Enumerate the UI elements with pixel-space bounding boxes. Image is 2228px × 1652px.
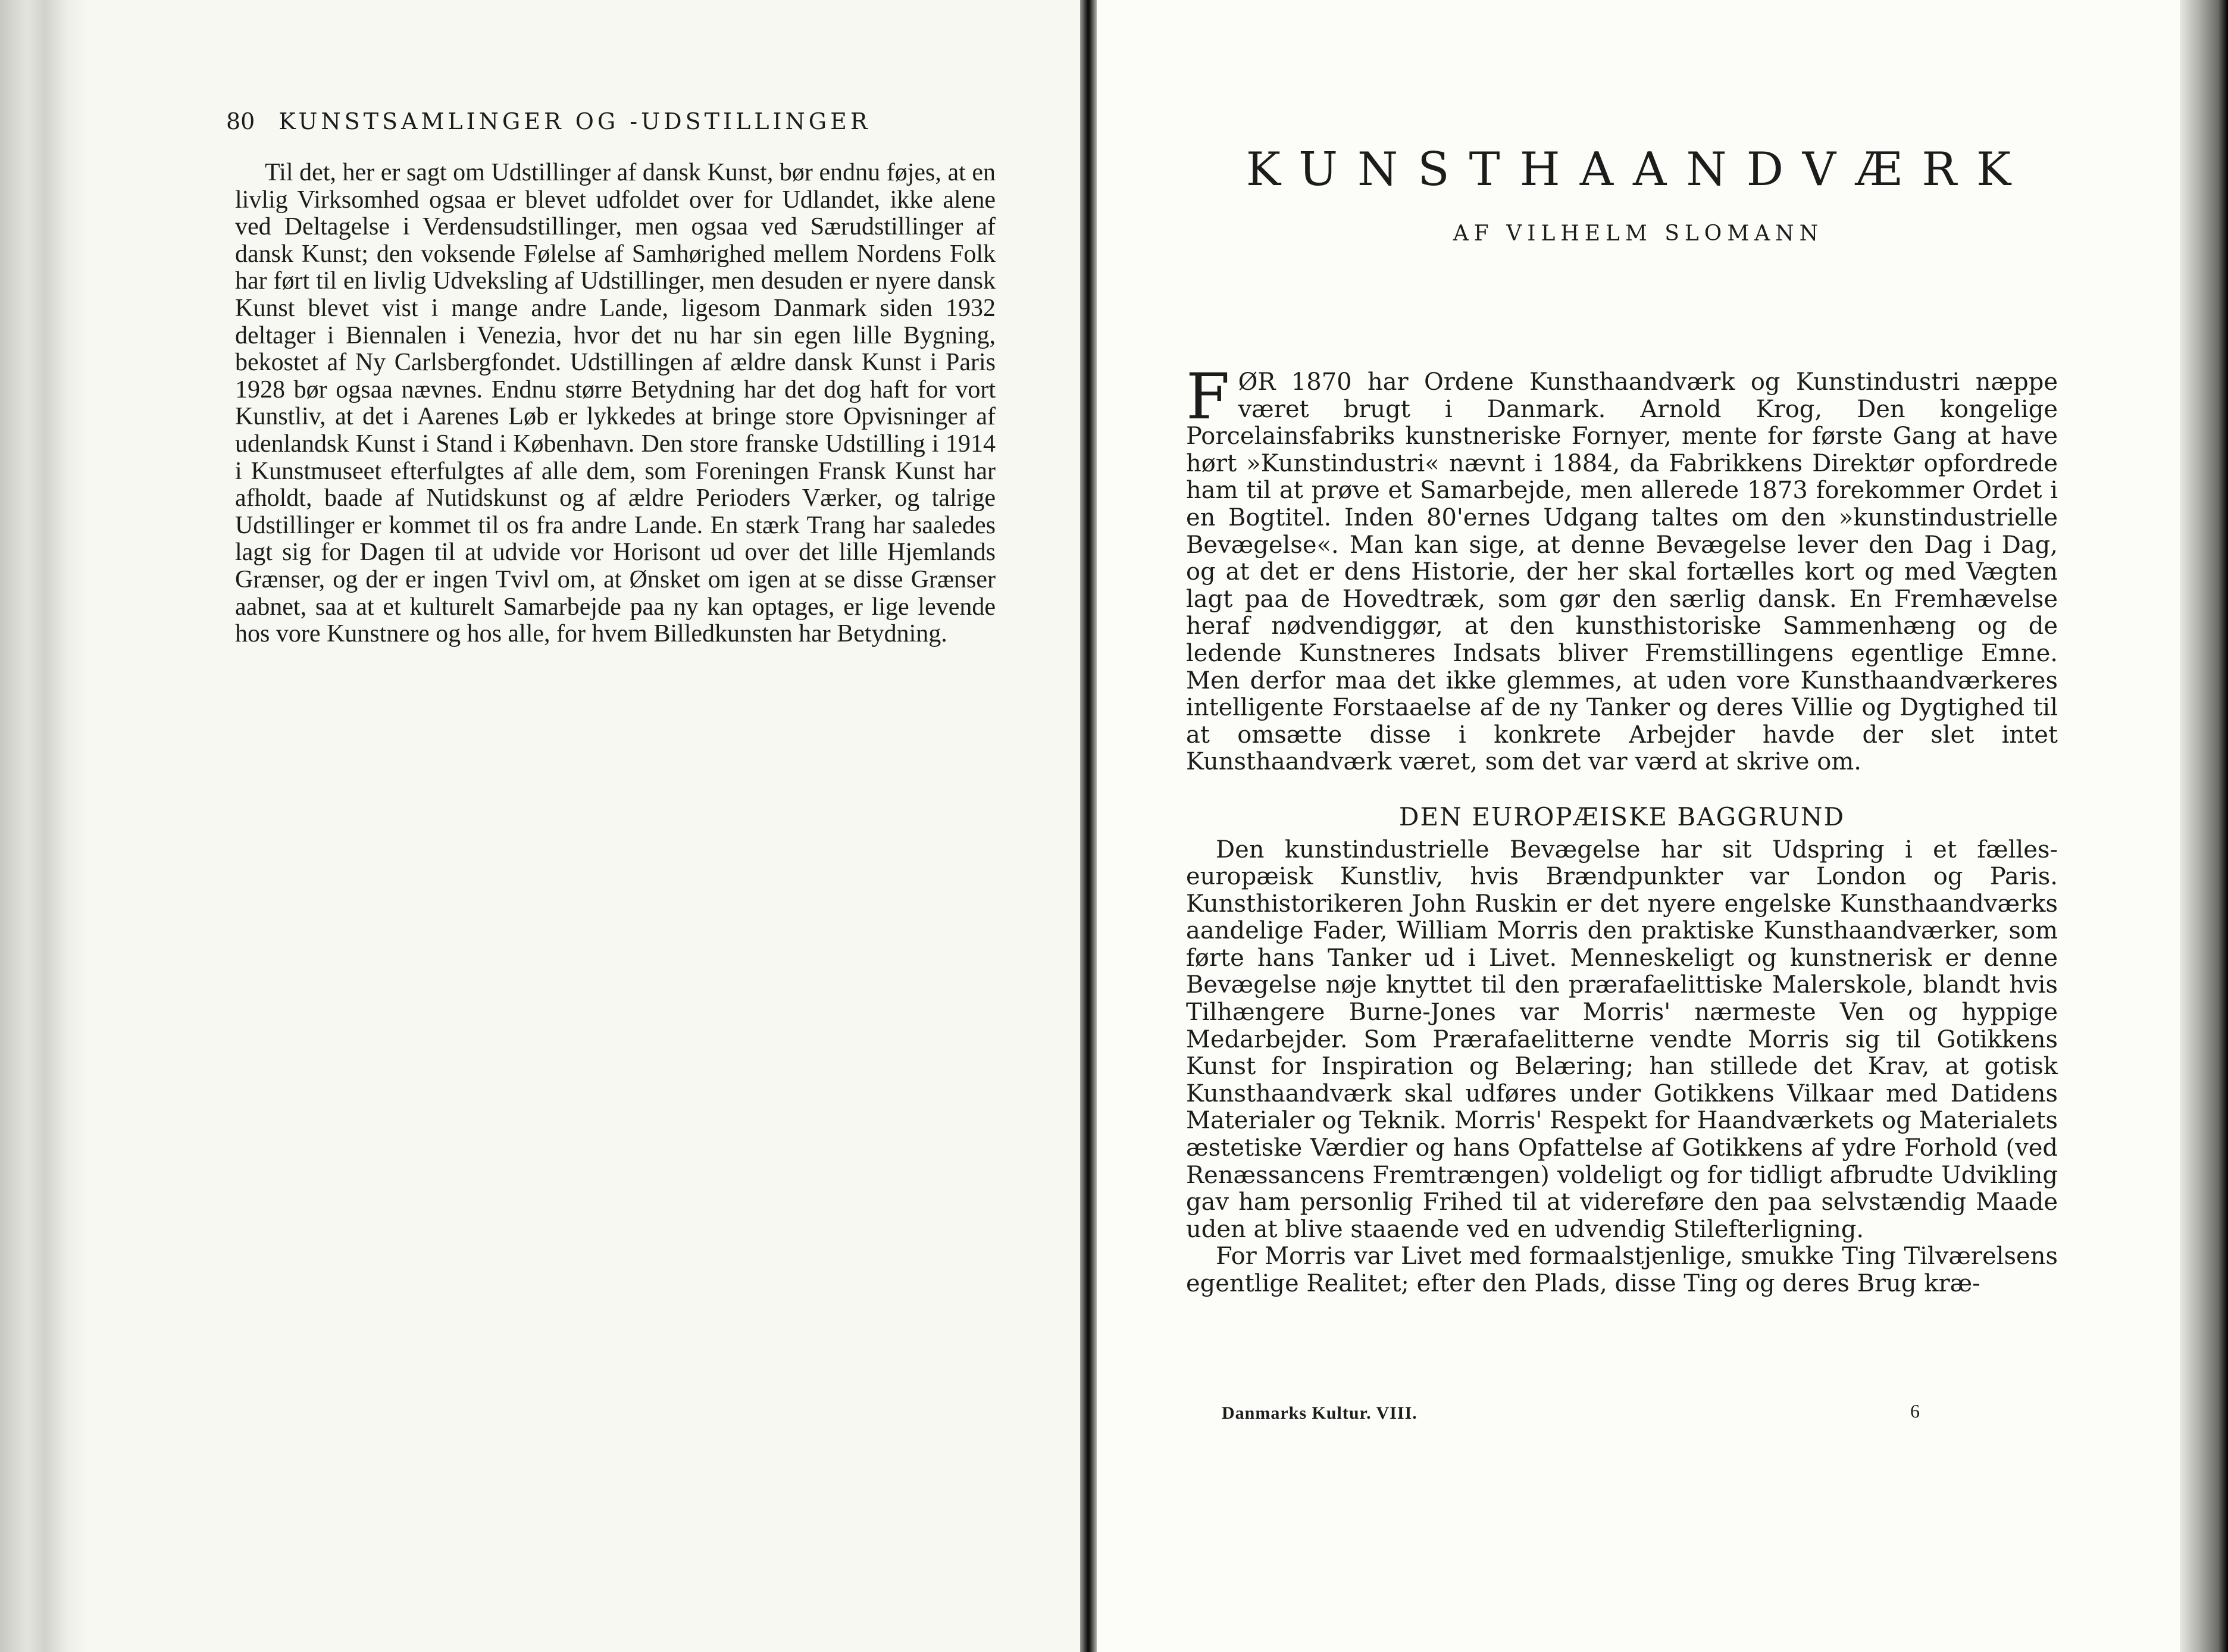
- left-page: [0, 0, 1080, 1652]
- left-paragraph: Til det, her er sagt om Udstillinger af dansk Kunst, bør endnu føjes, at en livlig Virksomhed ogsaa er blevet udfoldet over for Udlandet, ikke alene ved Deltagelse i Verdensudstillinger, men ogsaa ved Særudstillinger af dansk Kunst; den voksende Følelse af Samhørighed mellem Nordens Folk har ført til en livlig Udveksling af Udstillinger, men desuden er nyere dansk Kunst blevet vist i mange andre Lande, ligesom Danmark siden 1932 deltager i Biennalen i Venezia, hvor det nu har sin egen lille Bygning, bekostet af Ny Carlsbergfondet. Udstillingen af ældre dansk Kunst i Paris 1928 bør ogsaa nævnes. Endnu større Betydning har det dog haft for vort Kunstliv, at det i Aarenes Løb er lykkedes at bringe store Opvisninger af udenlandsk Kunst i Stand i København. Den store franske Udstilling i 1914 i Kunstmuseet efterfulgtes af alle dem, som Foreningen Fransk Kunst har afholdt, baade af Nutidskunst og af ældre Perioders Værker, og talrige Udstillinger er kommet til os fra andre Lande. En stærk Trang har saaledes lagt sig for Dagen til at udvide vor Horisont ud over det lille Hjemlands Grænser, og der er ingen Tvivl om, at Ønsket om igen at se disse Grænser aabnet, saa at et kulturelt Samarbejde paa ny kan optages, er lige levende hos vore Kunstnere og hos alle, for hvem Billedkunsten har Betydning.: [235, 159, 996, 648]
- intro-paragraph: [1186, 360, 2058, 776]
- right-page-edge: [2180, 0, 2228, 1652]
- section-paragraph: Den kunstindustrielle Bevægelse har sit Udspring i et fælles-europæisk Kunstliv, hvis Brændpunkter var London og Paris. Kunsthistorikeren John Ruskin er det nyere engelske Kunsthaandværks aandelige Fader, William Morris den praktiske Kunsthaandværker, som førte hans Tanker ud i Livet. Menneskeligt og kunstnerisk er denne Bevægelse nøje knyttet til den prærafaelittiske Malerskole, blandt hvis Tilhængere Burne-Jones var Morris' nærmeste Ven og hyppige Medarbejder. Som Prærafaelitterne vendte Morris sig til Gotikkens Kunst for Inspiration og Belæring; han stillede det Krav, at gotisk Kunsthaandværk skal udføres under Gotikkens Vilkaar med Datidens Materialer og Teknik. Morris' Respekt for Haandværkets og Materialets æstetiske Værdier og hans Opfattelse af Gotikkens af ydre Forhold (ved Renæssancens Fremtrængen) voldeligt og for tidligt afbrudte Udvikling gav ham personlig Frihed til at videreføre den paa selvstændig Maade uden at blive staaende ved en udvendig Stilefterligning.: [1186, 836, 2058, 1243]
- chapter-title: KUNSTHAANDVÆRK: [1246, 143, 2031, 196]
- last-paragraph: For Morris var Livet med formaalstjenlige, smukke Ting Tilværelsens egentlige Realitet; efter den Plads, disse Ting og deres Brug kræ-: [1186, 1243, 2058, 1297]
- right-page: [1097, 0, 2180, 1652]
- intro-text: ØR 1870 har Ordene Kunsthaandværk og Kunstindustri næppe været brugt i Danmark. Arnold Krog, Den kongelige Porcelainsfabriks kunstneriske Fornyer, mente for første Gang at have hørt »Kunstindustri« nævnt i 1884, da Fabrikkens Direktør opfordrede ham til at prøve et Samarbejde, men allerede 1873 forekommer Ordet i en Bogtitel. Inden 80'ernes Udgang taltes om den »kunstindustrielle Bevægelse«. Man kan sige, at denne Bevægelse lever den Dag i Dag, og at det er dens Historie, der her skal fortælles kort og med Vægten lagt paa de Hovedtræk, som gør den særlig dansk. En Fremhævelse heraf nødvendiggør, at den kunsthistoriske Sammenhæng og de ledende Kunstneres Indsats bliver Fremstillingens egentlige Emne. Men derfor maa det ikke glemmes, at uden vore Kunsthaandværkeres intelligente Forstaaelse af de ny Tanker og deres Villie og Dygtighed til at omsætte disse i konkrete Arbejder havde der slet intet Kunsthaandværk været, som det var værd at skrive om.: [1186, 368, 2058, 776]
- footer-sheet-number: 6: [1910, 1400, 1920, 1422]
- left-body-text: [235, 159, 996, 648]
- footer-signature: Danmarks Kultur. VIII.: [1222, 1403, 1417, 1423]
- drop-cap: F: [1186, 360, 1230, 433]
- chapter-byline: AF VILHELM SLOMANN: [1453, 221, 1824, 246]
- section-heading: DEN EUROPÆISKE BAGGRUND: [1398, 802, 1845, 831]
- book-gutter: [1080, 0, 1097, 1652]
- page-number: 80: [226, 108, 255, 134]
- page-stack-edge: [0, 0, 89, 1652]
- running-head-title: KUNSTSAMLINGER OG -UDSTILLINGER: [278, 108, 871, 134]
- running-head: [226, 108, 871, 134]
- right-body-text: [1186, 360, 2058, 1298]
